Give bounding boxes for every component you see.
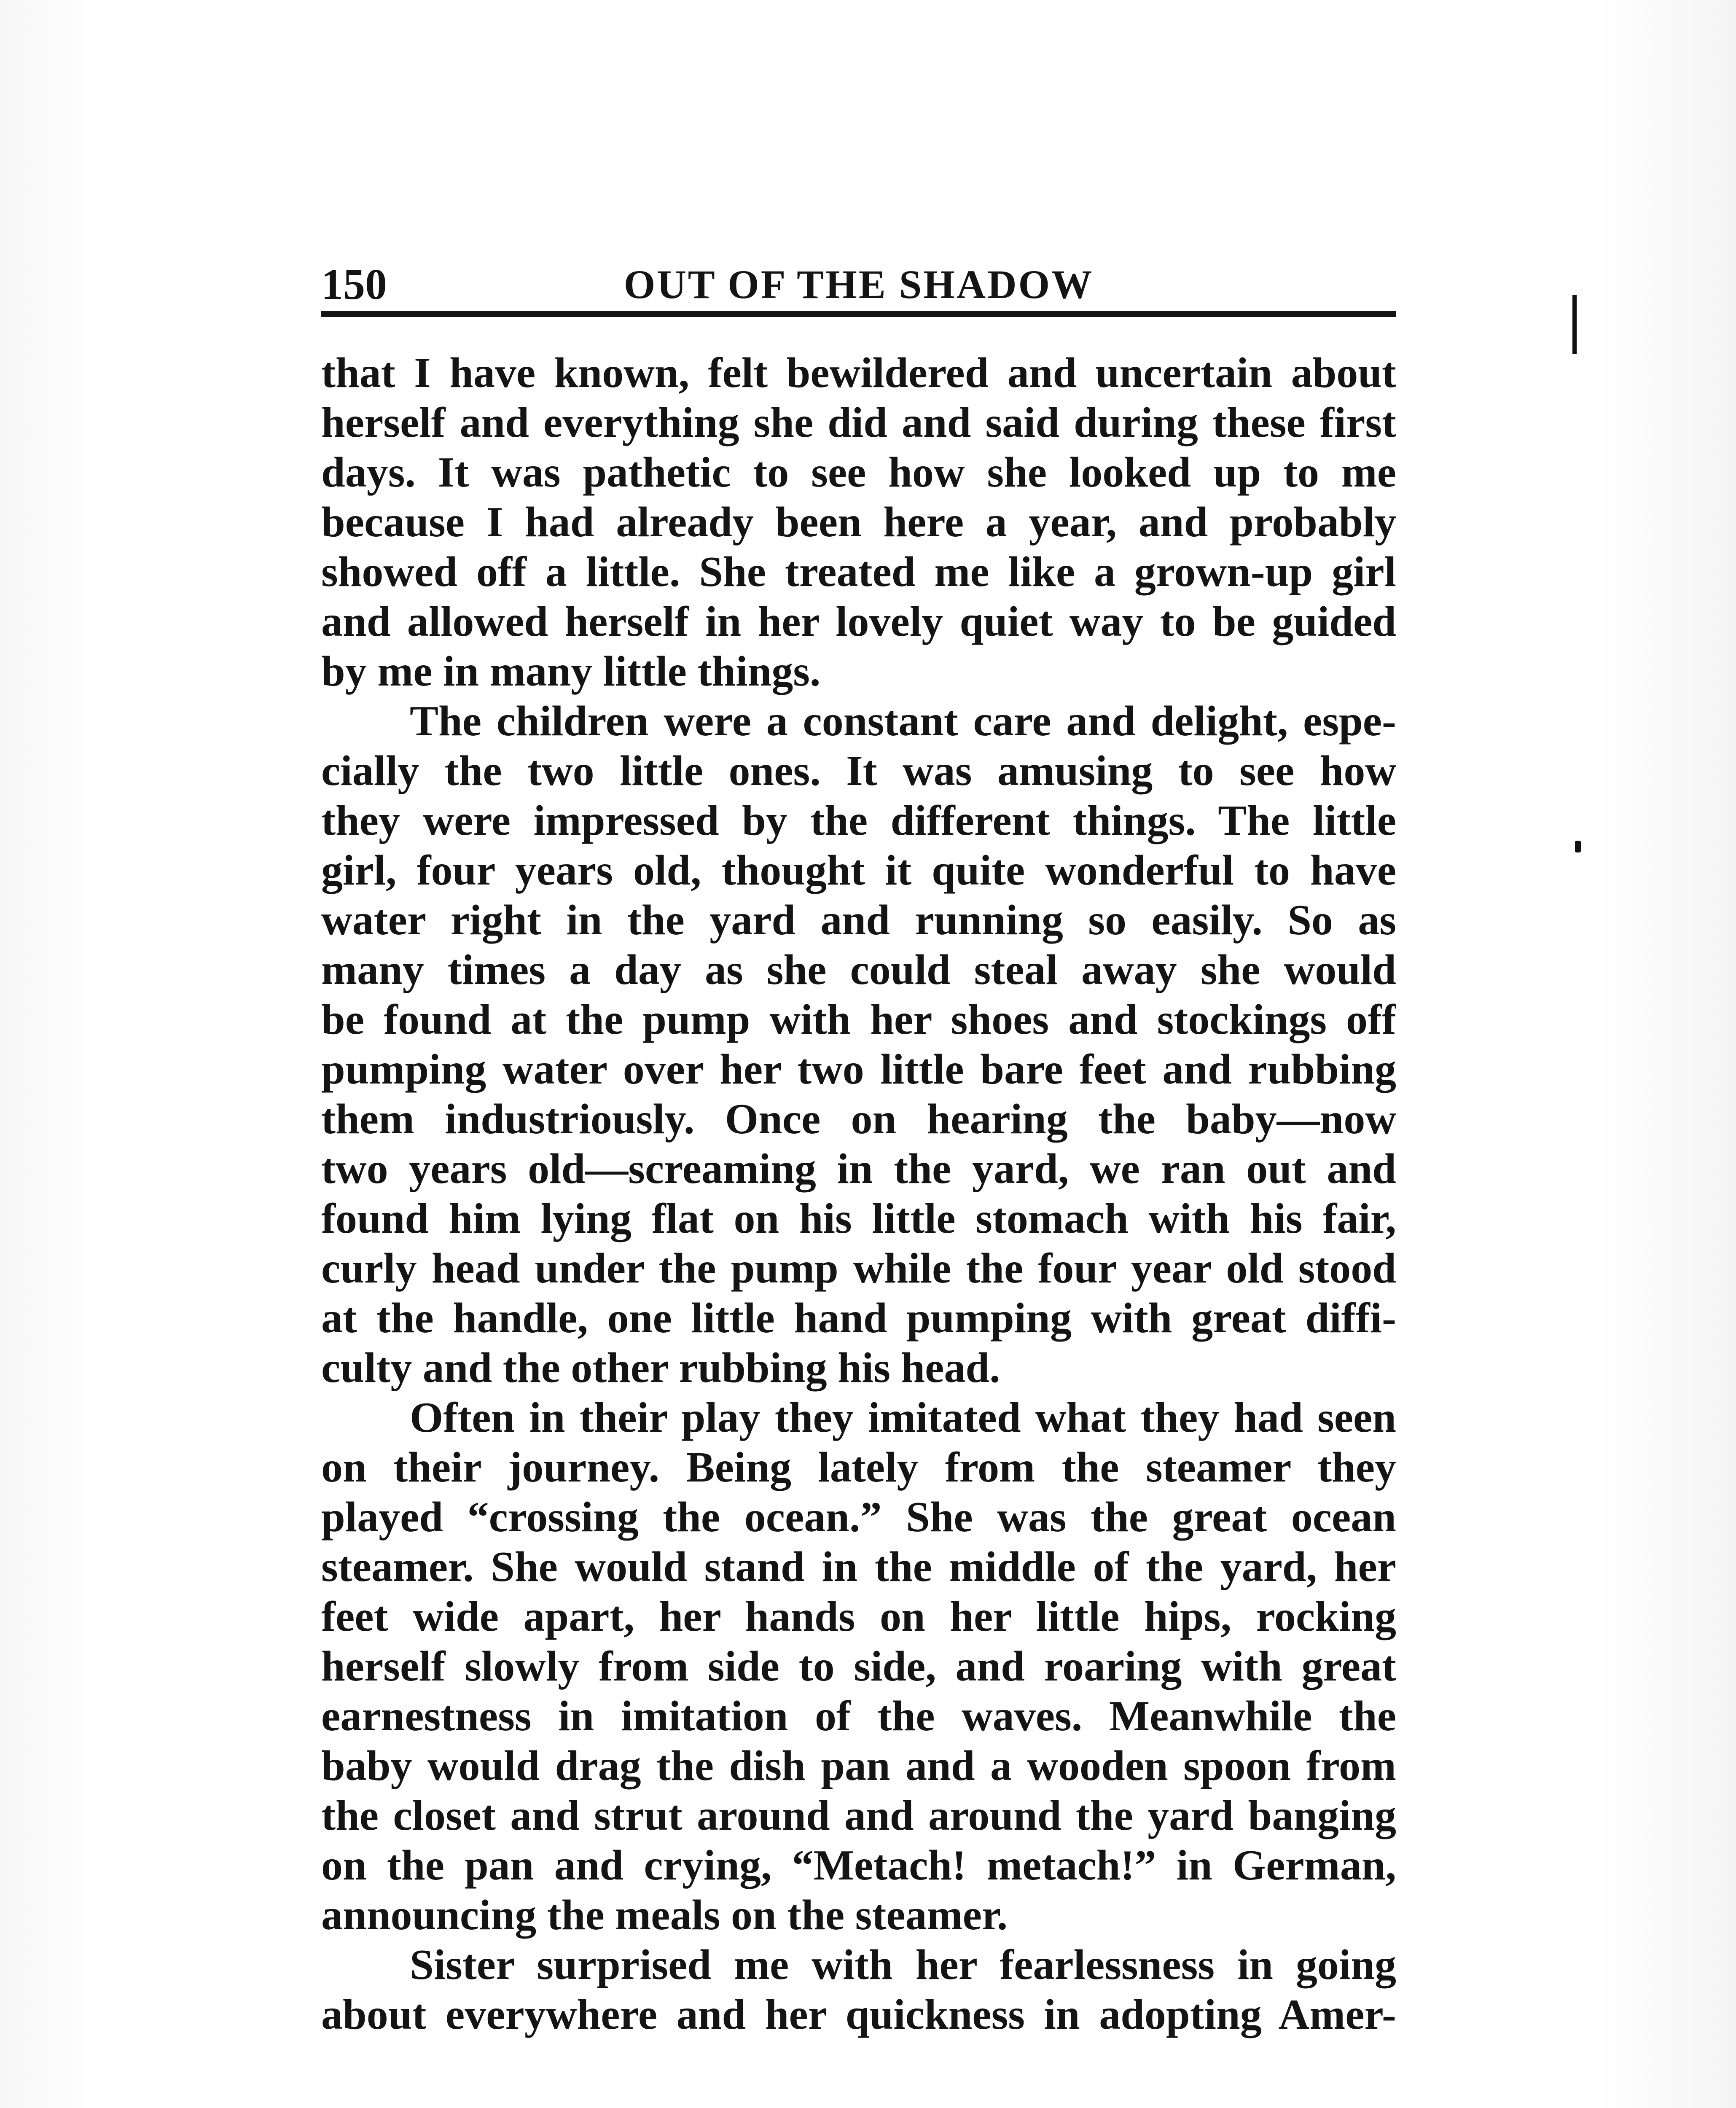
running-head: [321, 253, 1396, 316]
text-line: pumping water over her two little bare feet and rubbing: [321, 1046, 1396, 1093]
text-line: by me in many little things.: [321, 648, 821, 695]
text-line: herself slowly from side to side, and roaring with great: [321, 1643, 1396, 1690]
text-line: steamer. She would stand in the middle of the yard, her: [321, 1543, 1396, 1591]
text-line: announcing the meals on the steamer.: [321, 1891, 1008, 1939]
text-line: be found at the pump with her shoes and stockings off: [321, 996, 1396, 1043]
text-line: they were impressed by the different things. The little: [321, 797, 1396, 844]
text-line: that I have known, felt bewildered and uncertain about: [321, 349, 1396, 397]
text-line: found him lying flat on his little stomach with his fair,: [321, 1195, 1396, 1242]
text-line: water right in the yard and running so easily. So as: [321, 896, 1396, 944]
text-line: herself and everything she did and said during these first: [321, 399, 1396, 446]
text-line: girl, four years old, thought it quite wonderful to have: [321, 847, 1396, 894]
text-line: the closet and strut around and around the yard banging: [321, 1792, 1396, 1839]
paragraph-start-line: The children were a constant care and delight, espe-: [410, 697, 1396, 745]
text-line: curly head under the pump while the four year old stood: [321, 1245, 1396, 1292]
margin-mark: [1572, 295, 1577, 354]
text-line: feet wide apart, her hands on her little hips, rocking: [321, 1593, 1396, 1640]
book-title: OUT OF THE SHADOW: [623, 262, 1094, 307]
text-line: cially the two little ones. It was amusing to see how: [321, 747, 1396, 795]
text-line: on their journey. Being lately from the steamer they: [321, 1444, 1396, 1491]
text-line: them industriously. Once on hearing the baby—now: [321, 1095, 1396, 1143]
margin-mark: [1575, 841, 1581, 852]
text-line: on the pan and crying, “Metach! metach!” in German,: [321, 1842, 1396, 1889]
paragraph-start-line: Often in their play they imitated what they had seen: [410, 1394, 1396, 1441]
text-line: because I had already been here a year, and probably: [321, 498, 1396, 546]
page-number: 150: [321, 260, 387, 309]
header-rule: [321, 311, 1396, 317]
text-line: culty and the other rubbing his head.: [321, 1344, 1000, 1392]
paragraph-start-line: Sister surprised me with her fearlessness in going: [410, 1941, 1396, 1989]
text-line: two years old—screaming in the yard, we ran out and: [321, 1145, 1396, 1193]
text-line: and allowed herself in her lovely quiet way to be guided: [321, 598, 1396, 645]
text-line: about everywhere and her quickness in adopting Amer-: [321, 1991, 1396, 2038]
text-line: played “crossing the ocean.” She was the great ocean: [321, 1493, 1396, 1541]
page-text: [321, 348, 1396, 2040]
text-line: earnestness in imitation of the waves. Meanwhile the: [321, 1692, 1396, 1740]
text-line: baby would drag the dish pan and a wooden spoon from: [321, 1742, 1396, 1790]
text-line: days. It was pathetic to see how she looked up to me: [321, 449, 1396, 496]
text-line: at the handle, one little hand pumping with great diffi-: [321, 1294, 1396, 1342]
text-line: showed off a little. She treated me like a grown-up girl: [321, 548, 1396, 596]
text-line: many times a day as she could steal away she would: [321, 946, 1396, 994]
